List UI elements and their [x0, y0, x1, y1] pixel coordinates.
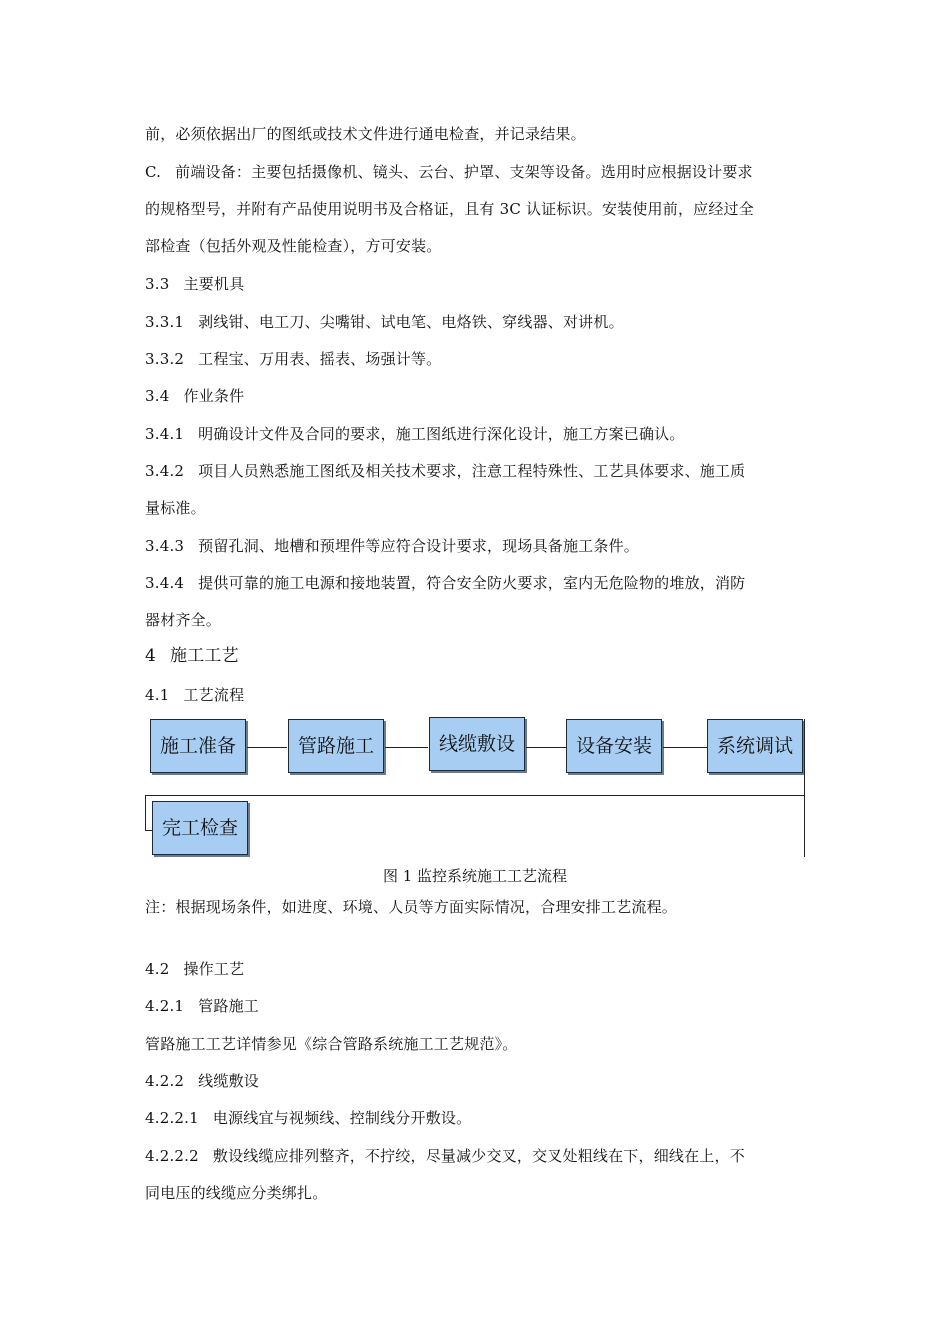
item-3-3-1	[145, 312, 624, 332]
section-number: 4.1	[145, 686, 170, 704]
item-text: 敷设线缆应排列整齐，不拧绞，尽量减少交叉，交叉处粗线在下，细线在上，不	[212, 1147, 745, 1165]
item-text: 工程宝、万用表、摇表、场强计等。	[198, 350, 442, 368]
section-number: 3.3	[145, 275, 170, 293]
flow-connector	[145, 830, 152, 831]
item-text: 提供可靠的施工电源和接地装置，符合安全防火要求，室内无危险物的堆放，消防	[198, 574, 746, 592]
flow-connector	[385, 747, 428, 748]
item-number: 3.4.3	[145, 537, 185, 555]
item-number: 3.4.2	[145, 462, 185, 480]
section-number: 4	[145, 646, 157, 666]
item-3-4-2	[145, 461, 745, 481]
section-title: 管路施工	[198, 997, 259, 1015]
section-title: 作业条件	[183, 387, 245, 405]
section-number: 4.2	[145, 960, 170, 978]
section-4	[145, 646, 239, 666]
note: 注：根据现场条件，如进度、环境、人员等方面实际情况，合理安排工艺流程。	[145, 898, 678, 916]
item-text: 预留孔洞、地槽和预埋件等应符合设计要求，现场具备施工条件。	[198, 537, 639, 555]
item-number: 4.2.2.1	[145, 1109, 199, 1127]
section-4-2-2	[145, 1071, 259, 1091]
flow-step-cable: 线缆敷设	[429, 717, 525, 771]
section-3-3	[145, 274, 244, 294]
item-number: 3.3.1	[145, 313, 185, 331]
item-c-label: C.	[145, 163, 162, 181]
item-3-3-2	[145, 349, 441, 369]
section-4-1	[145, 685, 244, 705]
paragraph-line: 前，必须依据出厂的图纸或技术文件进行通电检查，并记录结果。	[145, 125, 586, 143]
paragraph-line: 管路施工工艺详情参见《综合管路系统施工工艺规范》。	[145, 1035, 518, 1053]
section-title: 工艺流程	[183, 686, 245, 704]
section-title: 施工工艺	[170, 646, 239, 666]
section-title: 操作工艺	[183, 960, 245, 978]
flow-step-conduit: 管路施工	[288, 719, 384, 773]
flow-connector	[145, 795, 146, 831]
paragraph-line: 同电压的线缆应分类绑扎。	[145, 1184, 328, 1202]
flow-connector	[247, 747, 287, 748]
flow-connector	[663, 747, 707, 748]
item-number: 3.4.1	[145, 425, 185, 443]
section-4-2	[145, 959, 244, 979]
item-3-4-4	[145, 573, 745, 593]
section-title: 主要机具	[183, 275, 245, 293]
figure-caption: 图 1 监控系统施工工艺流程	[382, 867, 568, 885]
item-c	[145, 162, 753, 182]
flow-step-install: 设备安装	[566, 719, 662, 773]
flow-connector	[526, 747, 566, 748]
paragraph-line: 部检查（包括外观及性能检查），方可安装。	[145, 237, 442, 255]
item-number: 3.4.4	[145, 574, 185, 592]
item-3-4-1	[145, 424, 685, 444]
section-number: 3.4	[145, 387, 170, 405]
item-c-text: 前端设备：主要包括摄像机、镜头、云台、护罩、支架等设备。选用时应根据设计要求	[175, 163, 753, 181]
paragraph-line: 器材齐全。	[145, 611, 222, 629]
item-text: 剥线钳、电工刀、尖嘴钳、试电笔、电烙铁、穿线器、对讲机。	[198, 313, 624, 331]
flow-step-prep: 施工准备	[150, 719, 246, 773]
item-text: 电源线宜与视频线、控制线分开敷设。	[212, 1109, 472, 1127]
item-text: 明确设计文件及合同的要求，施工图纸进行深化设计，施工方案已确认。	[198, 425, 685, 443]
flow-step-inspection: 完工检查	[152, 801, 248, 855]
item-number: 4.2.2.2	[145, 1147, 199, 1165]
flow-step-debug: 系统调试	[707, 719, 803, 773]
paragraph-line: 量标准。	[145, 499, 206, 517]
item-text: 项目人员熟悉施工图纸及相关技术要求，注意工程特殊性、工艺具体要求、施工质	[198, 462, 746, 480]
item-4-2-2-1	[145, 1108, 471, 1128]
item-4-2-2-2	[145, 1146, 745, 1166]
flow-connector	[804, 719, 805, 857]
section-number: 4.2.1	[145, 997, 185, 1015]
section-3-4	[145, 386, 244, 406]
item-number: 3.3.2	[145, 350, 185, 368]
section-title: 线缆敷设	[198, 1072, 259, 1090]
flow-connector	[145, 795, 805, 796]
item-3-4-3	[145, 536, 639, 556]
paragraph-line: 的规格型号，并附有产品使用说明书及合格证，且有 3C 认证标识。安装使用前，应经过全	[145, 200, 754, 218]
section-4-2-1	[145, 996, 259, 1016]
section-number: 4.2.2	[145, 1072, 185, 1090]
